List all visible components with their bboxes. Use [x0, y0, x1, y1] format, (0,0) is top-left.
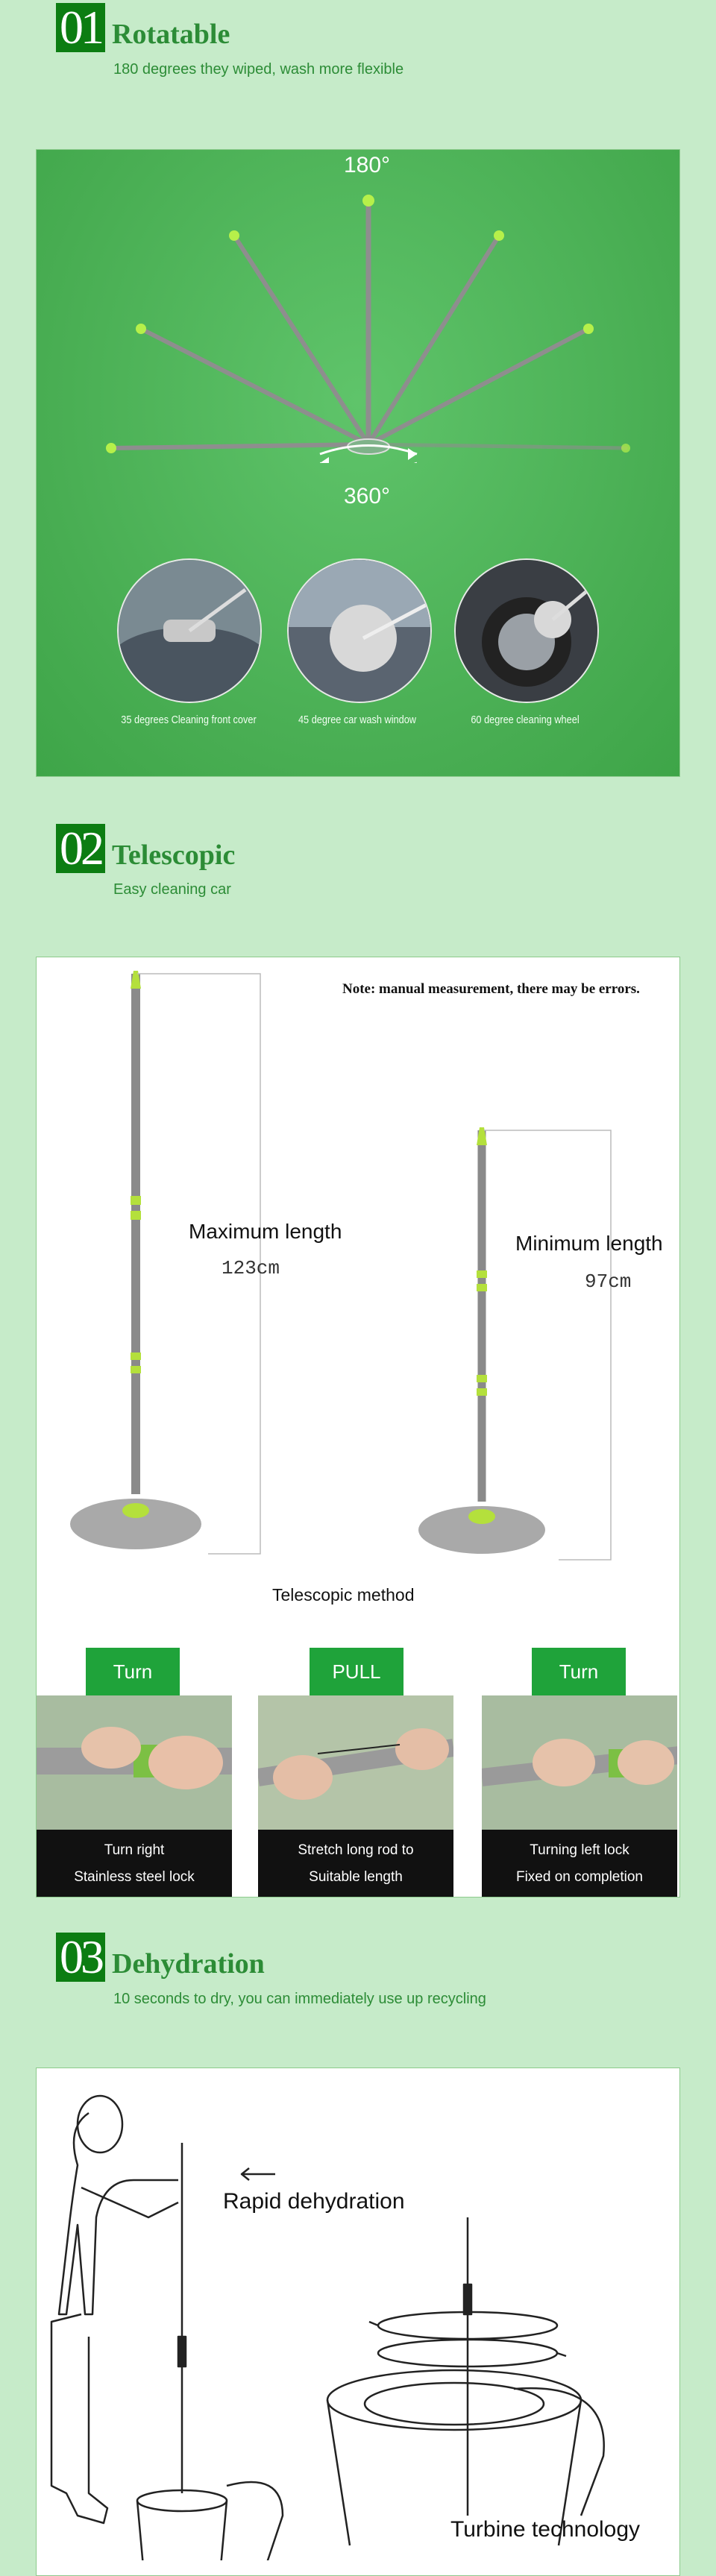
- section-number: 03: [56, 1933, 105, 1982]
- step-2-line-1: Stretch long rod to: [298, 1842, 414, 1858]
- step-tag-turn-right: Turn: [86, 1648, 180, 1695]
- step-tag-pull: PULL: [310, 1648, 403, 1695]
- section-number: 02: [56, 824, 105, 873]
- step-1-line-1: Turn right: [104, 1842, 165, 1858]
- step-3-line-1: Turning left lock: [530, 1842, 629, 1858]
- photo-front-cover: [117, 558, 262, 703]
- caption-car-window: 45 degree car wash window: [298, 714, 417, 726]
- section-subtitle: 10 seconds to dry, you can immediately use up recycling: [113, 1991, 486, 2007]
- section-subtitle: 180 degrees they wiped, wash more flexible: [113, 61, 404, 78]
- step-caption-1: [37, 1830, 232, 1897]
- step-photo-3: [482, 1695, 677, 1897]
- step-caption-2: [258, 1830, 453, 1897]
- telescopic-panel: [36, 957, 680, 1898]
- turbine-technology-label: Turbine technology: [450, 2517, 641, 2542]
- mop-length-graphic: [37, 957, 679, 1569]
- rotation-panel: [36, 149, 680, 777]
- step-3-line-2: Fixed on completion: [515, 1869, 644, 1885]
- angle-label-bottom: 360°: [344, 484, 391, 508]
- min-length-label: Minimum length: [515, 1232, 663, 1255]
- section-number: 01: [56, 3, 105, 52]
- dehydration-panel: [36, 2068, 680, 2576]
- dehydration-illustration: [37, 2068, 679, 2560]
- section-subtitle: Easy cleaning car: [113, 881, 231, 898]
- angle-label-top: 180°: [344, 153, 391, 177]
- step-1-line-2: Stainless steel lock: [74, 1869, 195, 1885]
- photo-car-window: [287, 558, 432, 703]
- section-title: Dehydration: [112, 1948, 265, 1980]
- measurement-note: Note: manual measurement, there may be errors.: [342, 981, 640, 997]
- rotation-fan-graphic: [37, 150, 679, 463]
- photo-wheel: [454, 558, 599, 703]
- min-length-value: 97cm: [585, 1270, 632, 1293]
- step-tag-turn-left: Turn: [532, 1648, 626, 1695]
- rotation-rods: [111, 198, 626, 448]
- section-title: Rotatable: [112, 19, 230, 50]
- step-caption-3: [482, 1830, 677, 1897]
- rapid-dehydration-label: Rapid dehydration: [223, 2189, 405, 2214]
- telescopic-method-title: Telescopic method: [272, 1585, 415, 1605]
- step-2-line-2: Suitable length: [309, 1869, 403, 1885]
- max-length-label: Maximum length: [189, 1220, 342, 1243]
- caption-front-cover: 35 degrees Cleaning front cover: [121, 714, 257, 726]
- step-photo-1: [37, 1695, 232, 1897]
- step-photo-2: [258, 1695, 453, 1897]
- section-title: Telescopic: [112, 840, 236, 871]
- caption-wheel: 60 degree cleaning wheel: [471, 714, 580, 726]
- max-length-value: 123cm: [222, 1257, 280, 1279]
